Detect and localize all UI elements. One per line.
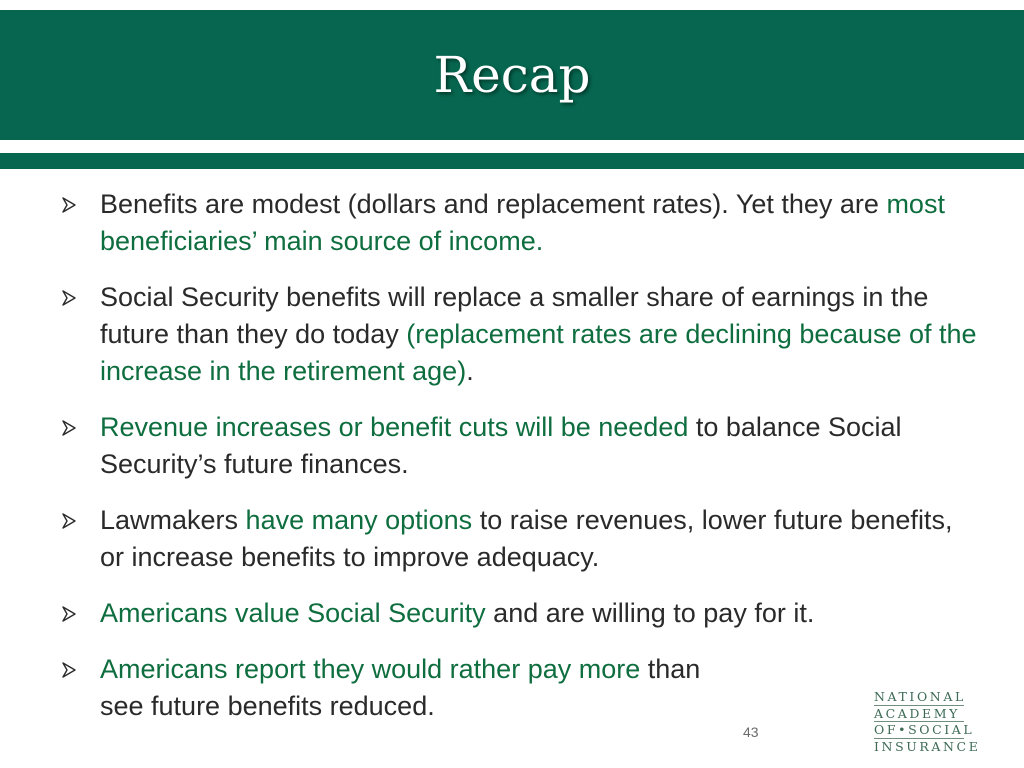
bullet-text: . — [466, 356, 474, 386]
slide-title: Recap — [433, 46, 591, 104]
logo-line: ACADEMY — [874, 705, 961, 721]
bullet-list — [62, 186, 982, 744]
nasi-logo — [874, 689, 981, 754]
bullet-item — [62, 186, 982, 260]
bullet-text: Benefits are modest (dollars and replacement rates). Yet they are — [100, 189, 887, 219]
arrow-bullet-icon — [62, 290, 78, 306]
bullet-highlight-text: Americans value Social Security — [100, 598, 486, 628]
bullet-text: Lawmakers — [100, 505, 246, 535]
arrow-bullet-icon — [62, 420, 78, 436]
logo-line: NATIONAL — [874, 689, 966, 704]
bullet-item — [62, 279, 982, 390]
bullet-highlight-text: have many options — [245, 505, 473, 535]
bullet-item — [62, 502, 982, 576]
bullet-item — [62, 595, 982, 632]
bullet-text: Social Security benefits will replace a smaller share of earnings in the future than they do today — [100, 282, 929, 349]
logo-line: OF•SOCIAL — [874, 722, 975, 737]
bullet-highlight-text: (replacement rates are declining because of the increase in the retirement age) — [100, 319, 977, 386]
bullet-highlight-text: Revenue increases or benefit cuts will be needed — [100, 412, 689, 442]
bullet-text: to balance Social Security’s future finances. — [100, 412, 902, 479]
bullet-text: than — [640, 654, 701, 684]
bullet-highlight-text: most beneficiaries’ main source of income. — [100, 189, 945, 256]
bullet-text: to raise revenues, lower future benefits, or increase benefits to improve adequacy. — [100, 505, 953, 572]
accent-bar — [0, 153, 1024, 169]
title-band — [0, 10, 1024, 140]
arrow-bullet-icon — [62, 662, 78, 678]
arrow-bullet-icon — [62, 197, 78, 213]
bullet-item — [62, 409, 982, 483]
page-number: 43 — [743, 724, 759, 740]
bullet-text: and are willing to pay for it. — [485, 598, 815, 628]
arrow-bullet-icon — [62, 513, 78, 529]
arrow-bullet-icon — [62, 606, 78, 622]
bullet-item — [62, 651, 982, 725]
logo-line: INSURANCE — [874, 738, 981, 754]
bullet-text: see future benefits reduced. — [100, 691, 435, 721]
bullet-highlight-text: Americans report they would rather pay more — [100, 654, 641, 684]
